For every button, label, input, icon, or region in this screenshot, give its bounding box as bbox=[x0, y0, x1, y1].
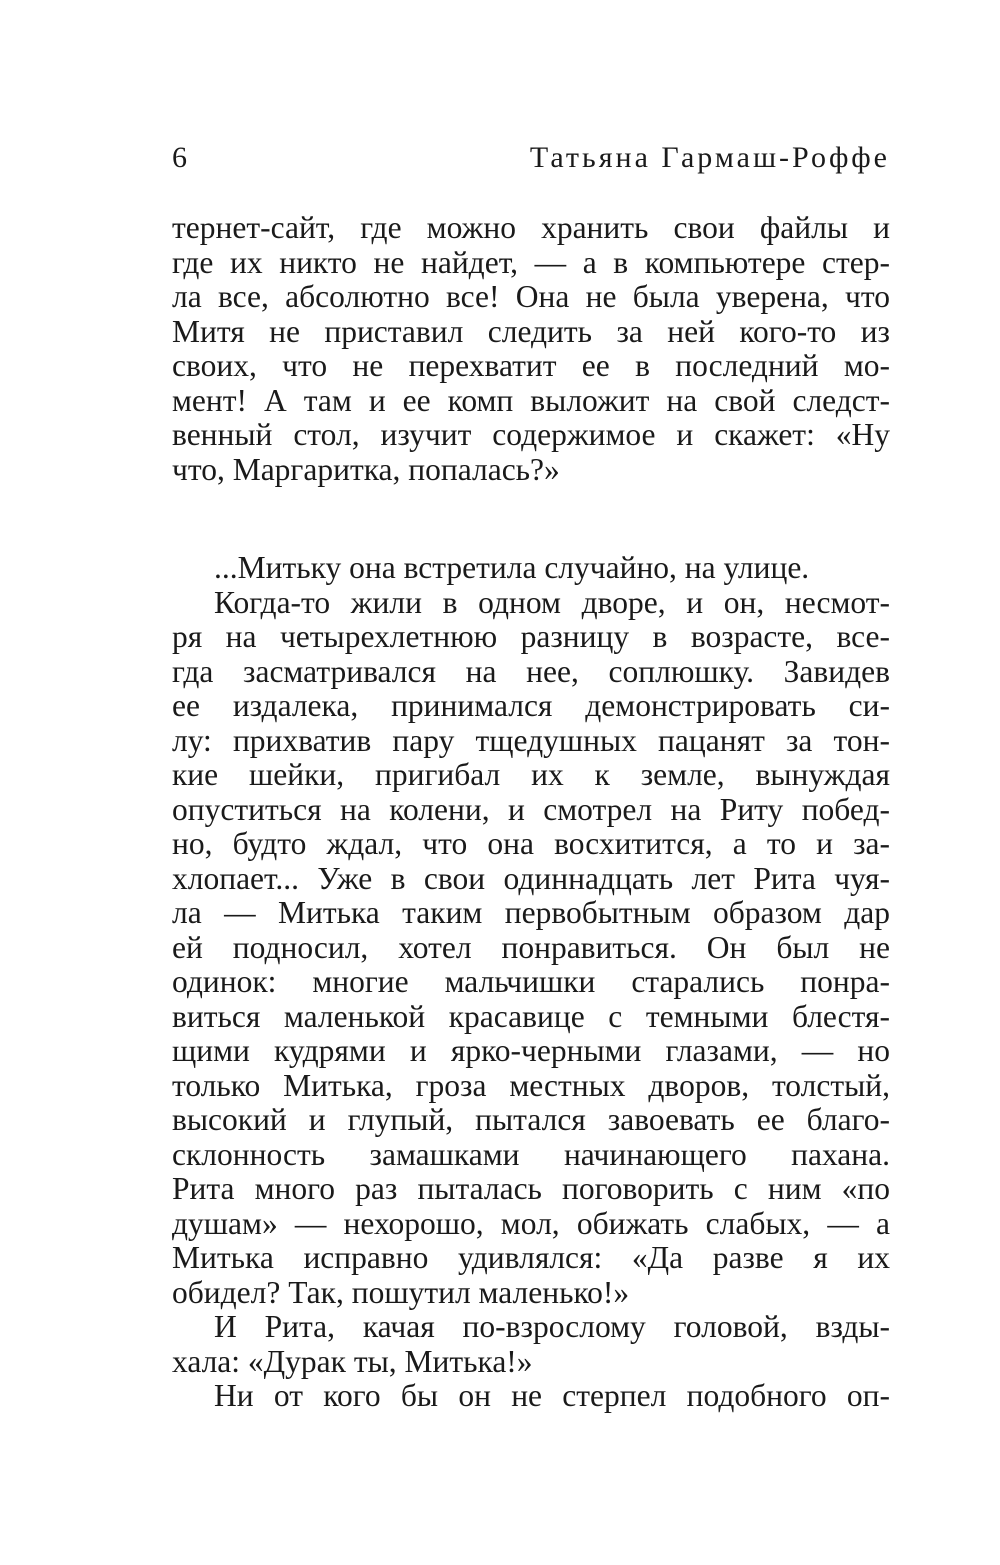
text-line: тернет-сайт, где можно хранить свои файлы и bbox=[172, 210, 890, 245]
text-line: мент! А там и ее комп выложит на свой следст- bbox=[172, 382, 890, 418]
text-line: что, Маргаритка, попалась?» bbox=[172, 451, 560, 487]
page-header bbox=[172, 138, 890, 178]
text-line: склонность замашками начинающего пахана. bbox=[172, 1136, 890, 1172]
text-line: хала: «Дурак ты, Митька!» bbox=[172, 1343, 533, 1379]
text-block-continuation bbox=[172, 211, 890, 487]
text-line: гда засматривался на нее, соплюшку. Завидев bbox=[172, 653, 890, 689]
text-line: душам» — нехорошо, мол, обижать слабых, — а bbox=[172, 1205, 890, 1241]
text-line: Митька исправно удивлялся: «Да разве я их bbox=[172, 1240, 890, 1275]
text-block-section bbox=[172, 551, 890, 1414]
paragraph-first-line: И Рита, качая по-взрослому головой, взды- bbox=[214, 1309, 890, 1344]
text-line: высокий и глупый, пытался завоевать ее благо- bbox=[172, 1102, 890, 1137]
page-number: 6 bbox=[172, 141, 187, 174]
text-line: хлопает... Уже в свои одиннадцать лет Рита чуя- bbox=[172, 860, 890, 896]
text-line: ее издалека, принимался демонстрировать си- bbox=[172, 688, 890, 723]
paragraph-first-line: Когда-то жили в одном дворе, и он, несмот- bbox=[214, 584, 890, 620]
text-line: ла — Митька таким первобытным образом дар bbox=[172, 895, 890, 930]
text-line: своих, что не перехватит ее в последний мо- bbox=[172, 348, 890, 383]
text-line: обидел? Так, пошутил маленько!» bbox=[172, 1274, 630, 1310]
text-line: щими кудрями и ярко-черными глазами, — но bbox=[172, 1033, 890, 1068]
text-line: где их никто не найдет, — а в компьютере стер- bbox=[172, 244, 890, 280]
text-line: ей подносил, хотел понравиться. Он был не bbox=[172, 929, 890, 965]
running-title: Татьяна Гармаш-Роффе bbox=[529, 141, 890, 174]
text-line: ря на четырехлетнюю разницу в возрасте, все- bbox=[172, 619, 890, 654]
text-line: опуститься на колени, и смотрел на Риту побед- bbox=[172, 791, 890, 827]
text-line: ла все, абсолютно все! Она не была уверена, что bbox=[172, 279, 890, 314]
text-line: одинок: многие мальчишки старались понра- bbox=[172, 964, 890, 999]
text-line: только Митька, гроза местных дворов, толстый, bbox=[172, 1067, 890, 1103]
paragraph-first-line: ...Митьку она встретила случайно, на улице. bbox=[214, 550, 810, 585]
text-line: венный стол, изучит содержимое и скажет: «Ну bbox=[172, 417, 890, 452]
text-line: лу: прихватив пару тщедушных пацанят за тон- bbox=[172, 722, 890, 758]
text-line: Митя не приставил следить за ней кого-то из bbox=[172, 313, 890, 349]
text-line: но, будто ждал, что она восхитится, а то и за- bbox=[172, 826, 890, 861]
text-line: виться маленькой красавице с темными блестя- bbox=[172, 998, 890, 1034]
paragraph-first-line: Ни от кого бы он не стерпел подобного оп- bbox=[214, 1378, 890, 1413]
text-line: кие шейки, пригибал их к земле, вынуждая bbox=[172, 757, 890, 792]
text-line: Рита много раз пыталась поговорить с ним «по bbox=[172, 1171, 890, 1206]
